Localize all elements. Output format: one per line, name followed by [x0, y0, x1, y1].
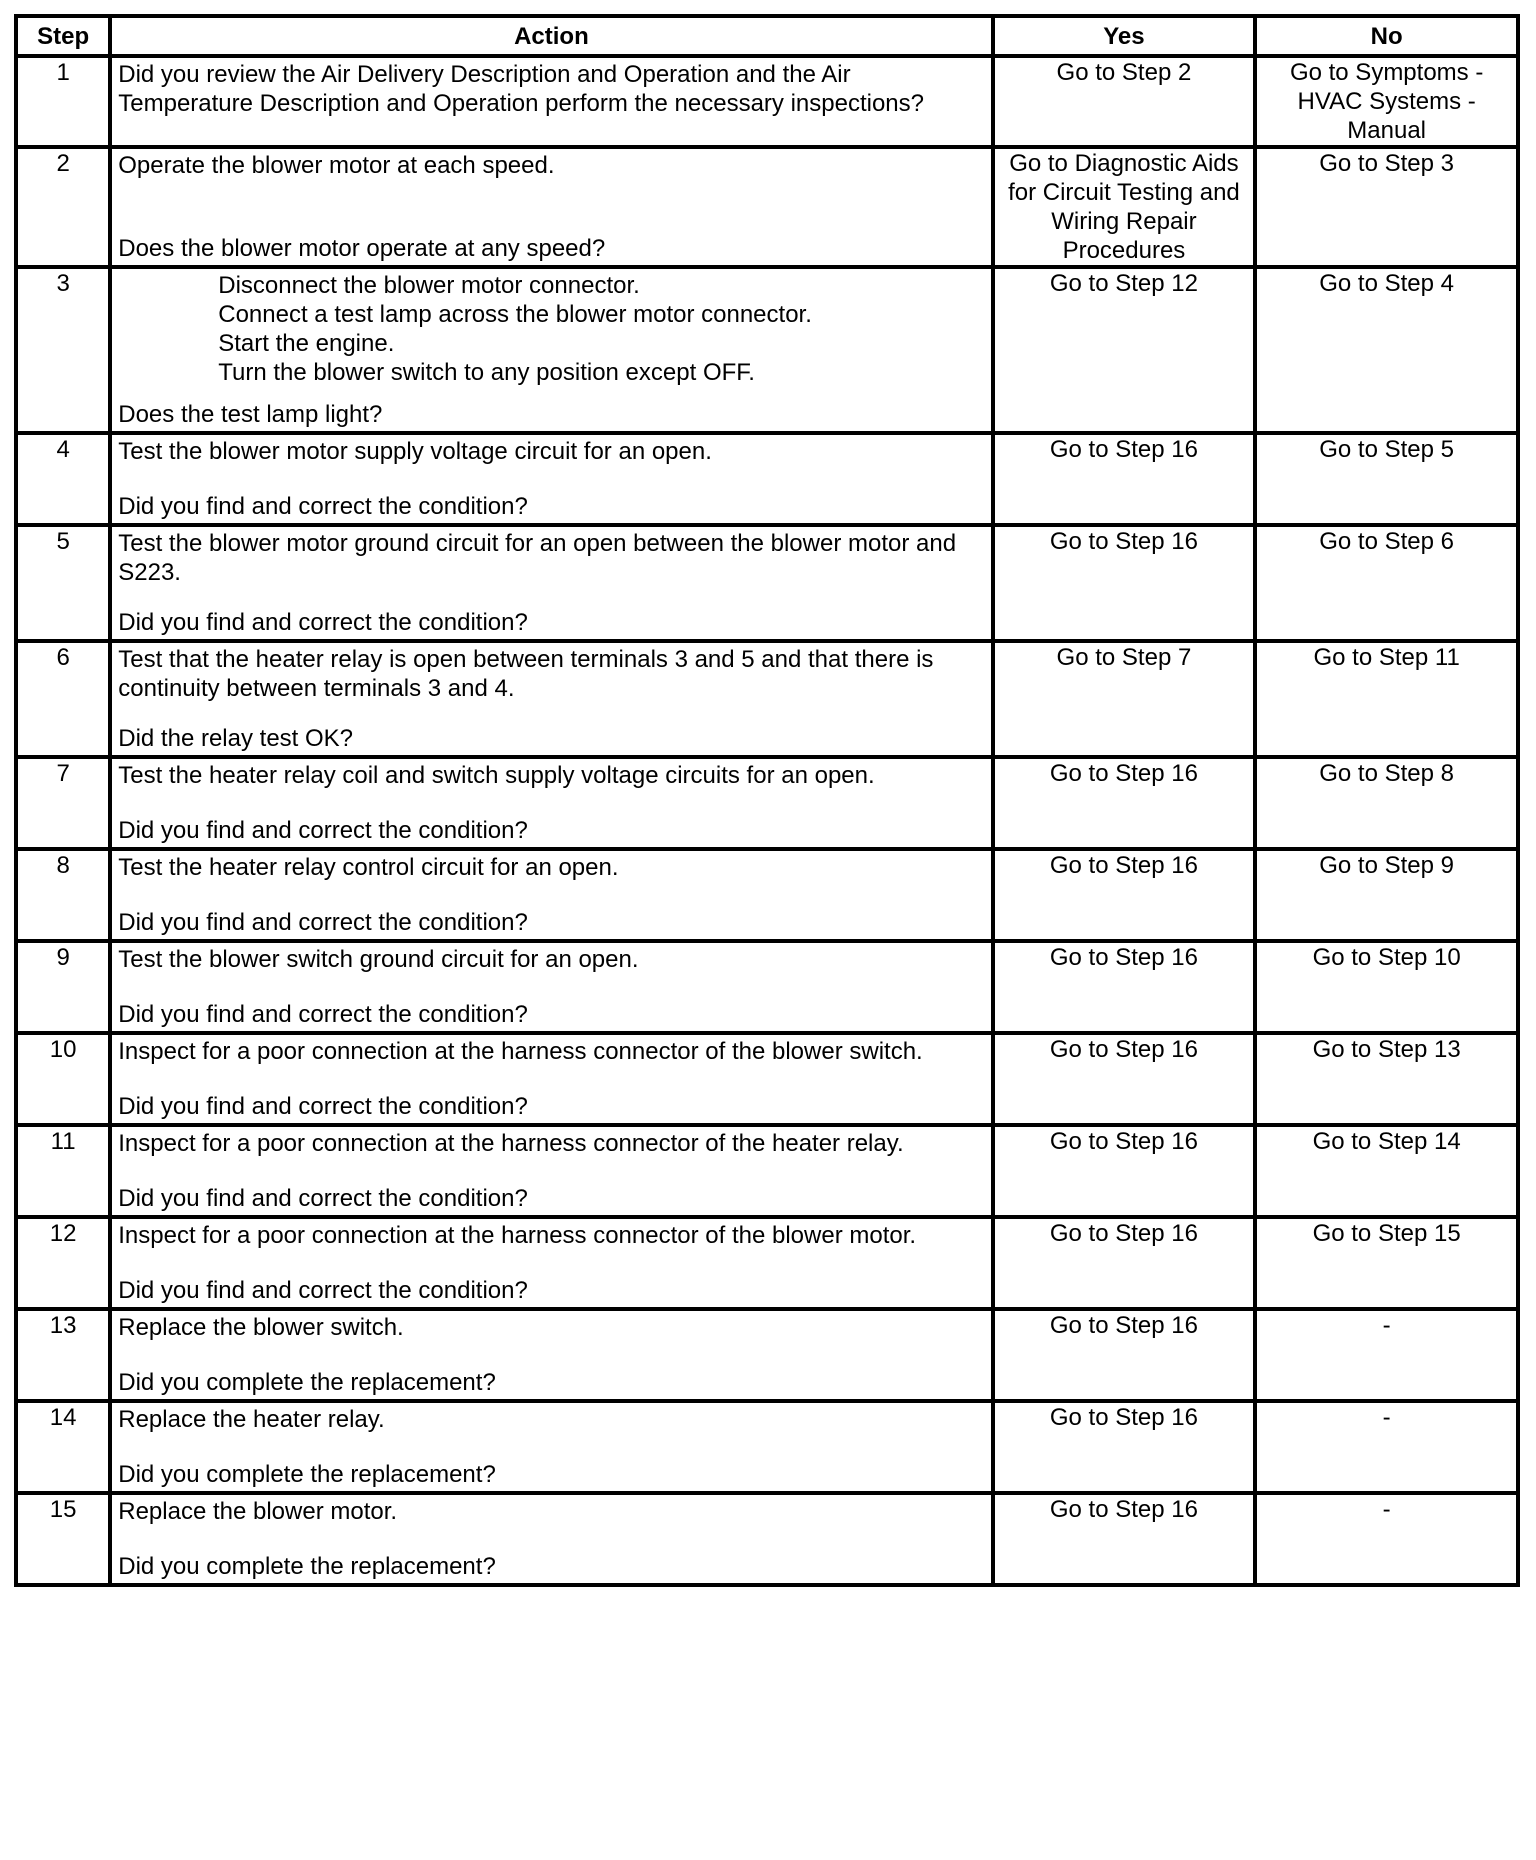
no-result: Go to Step 15: [1255, 1217, 1518, 1309]
action-instruction: Test the blower motor supply voltage circuit for an open.: [118, 438, 712, 465]
action-question: Did you complete the replacement?: [118, 1461, 496, 1488]
action-question: Did the relay test OK?: [118, 725, 354, 752]
action-instruction: Test the blower switch ground circuit for an open.: [118, 946, 639, 973]
no-result: Go to Step 6: [1255, 525, 1518, 641]
action-cell: [110, 1217, 992, 1309]
action-instruction: Replace the blower switch.: [118, 1314, 404, 1341]
step-number: 8: [16, 849, 110, 941]
yes-result: Go to Step 16: [993, 1493, 1256, 1585]
action-question: Did you complete the replacement?: [118, 1369, 496, 1396]
action-instruction: Inspect for a poor connection at the harness connector of the blower motor.: [118, 1222, 917, 1249]
yes-result: Go to Step 16: [993, 849, 1256, 941]
action-cell: [110, 1493, 992, 1585]
action-question: Did you complete the replacement?: [118, 1553, 496, 1580]
action-question: Does the blower motor operate at any speed?: [118, 235, 606, 262]
action-instruction: Did you review the Air Delivery Description and Operation and the Air Temperature Description and Operation perform the necessary inspections?: [118, 61, 924, 117]
no-result: Go to Symptoms - HVAC Systems - Manual: [1255, 56, 1518, 147]
no-result: Go to Step 10: [1255, 941, 1518, 1033]
yes-result: Go to Diagnostic Aids for Circuit Testing and Wiring Repair Procedures: [993, 147, 1256, 267]
step-number: 9: [16, 941, 110, 1033]
no-result: Go to Step 9: [1255, 849, 1518, 941]
action-cell: [110, 1401, 992, 1493]
step-number: 12: [16, 1217, 110, 1309]
action-cell: [110, 757, 992, 849]
action-cell: [110, 1033, 992, 1125]
no-result: Go to Step 3: [1255, 147, 1518, 267]
action-cell: [110, 525, 992, 641]
action-question: Does the test lamp light?: [118, 401, 383, 428]
step-number: 14: [16, 1401, 110, 1493]
action-instruction: Replace the heater relay.: [118, 1406, 385, 1433]
action-cell: [110, 849, 992, 941]
no-result: Go to Step 14: [1255, 1125, 1518, 1217]
action-question: Did you find and correct the condition?: [118, 1093, 528, 1120]
table-row: [16, 641, 1518, 757]
table-row: [16, 849, 1518, 941]
step-number: 7: [16, 757, 110, 849]
step-number: 15: [16, 1493, 110, 1585]
step-number: 10: [16, 1033, 110, 1125]
no-result: -: [1255, 1493, 1518, 1585]
no-result: Go to Step 11: [1255, 641, 1518, 757]
step-number: 3: [16, 267, 110, 433]
action-cell: [110, 433, 992, 525]
no-result: Go to Step 13: [1255, 1033, 1518, 1125]
action-question: Did you find and correct the condition?: [118, 1277, 528, 1304]
step-number: 13: [16, 1309, 110, 1401]
action-question: Did you find and correct the condition?: [118, 1001, 528, 1028]
action-question: Did you find and correct the condition?: [118, 493, 528, 520]
no-result: Go to Step 8: [1255, 757, 1518, 849]
action-cell: [110, 1125, 992, 1217]
action-instruction: Disconnect the blower motor connector. Connect a test lamp across the blower motor connector. Start the engine. Turn the blower switch to any position except OFF.: [218, 272, 812, 386]
action-instruction: Replace the blower motor.: [118, 1498, 398, 1525]
action-question: Did you find and correct the condition?: [118, 817, 528, 844]
yes-result: Go to Step 16: [993, 1217, 1256, 1309]
action-cell: [110, 147, 992, 267]
step-number: 1: [16, 56, 110, 147]
action-cell: [110, 1309, 992, 1401]
step-number: 11: [16, 1125, 110, 1217]
action-instruction: Test the blower motor ground circuit for an open between the blower motor and S223.: [118, 530, 957, 586]
action-question: Did you find and correct the condition?: [118, 909, 528, 936]
action-cell: [110, 267, 992, 433]
action-cell: [110, 641, 992, 757]
no-result: -: [1255, 1309, 1518, 1401]
action-instruction: Test the heater relay control circuit for an open.: [118, 854, 619, 881]
action-instruction: Operate the blower motor at each speed.: [118, 152, 555, 179]
yes-result: Go to Step 16: [993, 433, 1256, 525]
header-step: Step: [16, 16, 110, 56]
table-row: [16, 1309, 1518, 1401]
yes-result: Go to Step 12: [993, 267, 1256, 433]
yes-result: Go to Step 7: [993, 641, 1256, 757]
table-row: [16, 56, 1518, 147]
action-instruction: Test that the heater relay is open between terminals 3 and 5 and that there is continuity between terminals 3 and 4.: [118, 646, 934, 702]
yes-result: Go to Step 16: [993, 1401, 1256, 1493]
yes-result: Go to Step 16: [993, 757, 1256, 849]
no-result: Go to Step 4: [1255, 267, 1518, 433]
action-question: Did you find and correct the condition?: [118, 1185, 528, 1212]
step-number: 2: [16, 147, 110, 267]
header-action: Action: [110, 16, 992, 56]
table-row: [16, 1125, 1518, 1217]
action-cell: [110, 56, 992, 147]
no-result: Go to Step 5: [1255, 433, 1518, 525]
yes-result: Go to Step 16: [993, 1309, 1256, 1401]
action-instruction: Inspect for a poor connection at the harness connector of the blower switch.: [118, 1038, 923, 1065]
header-yes: Yes: [993, 16, 1256, 56]
yes-result: Go to Step 16: [993, 1033, 1256, 1125]
action-question: Did you find and correct the condition?: [118, 609, 528, 636]
action-instruction: Test the heater relay coil and switch supply voltage circuits for an open.: [118, 762, 875, 789]
step-number: 5: [16, 525, 110, 641]
table-row: [16, 1033, 1518, 1125]
table-row: [16, 433, 1518, 525]
table-row: [16, 147, 1518, 267]
no-result: -: [1255, 1401, 1518, 1493]
action-instruction: Inspect for a poor connection at the harness connector of the heater relay.: [118, 1130, 904, 1157]
action-cell: [110, 941, 992, 1033]
table-row: [16, 267, 1518, 433]
table-row: [16, 941, 1518, 1033]
table-row: [16, 525, 1518, 641]
yes-result: Go to Step 16: [993, 1125, 1256, 1217]
header-no: No: [1255, 16, 1518, 56]
yes-result: Go to Step 16: [993, 525, 1256, 641]
table-row: [16, 1493, 1518, 1585]
yes-result: Go to Step 16: [993, 941, 1256, 1033]
diagnostic-table: [14, 14, 1520, 1587]
step-number: 4: [16, 433, 110, 525]
header-row: [16, 16, 1518, 56]
table-row: [16, 1217, 1518, 1309]
table-row: [16, 1401, 1518, 1493]
yes-result: Go to Step 2: [993, 56, 1256, 147]
table-row: [16, 757, 1518, 849]
step-number: 6: [16, 641, 110, 757]
